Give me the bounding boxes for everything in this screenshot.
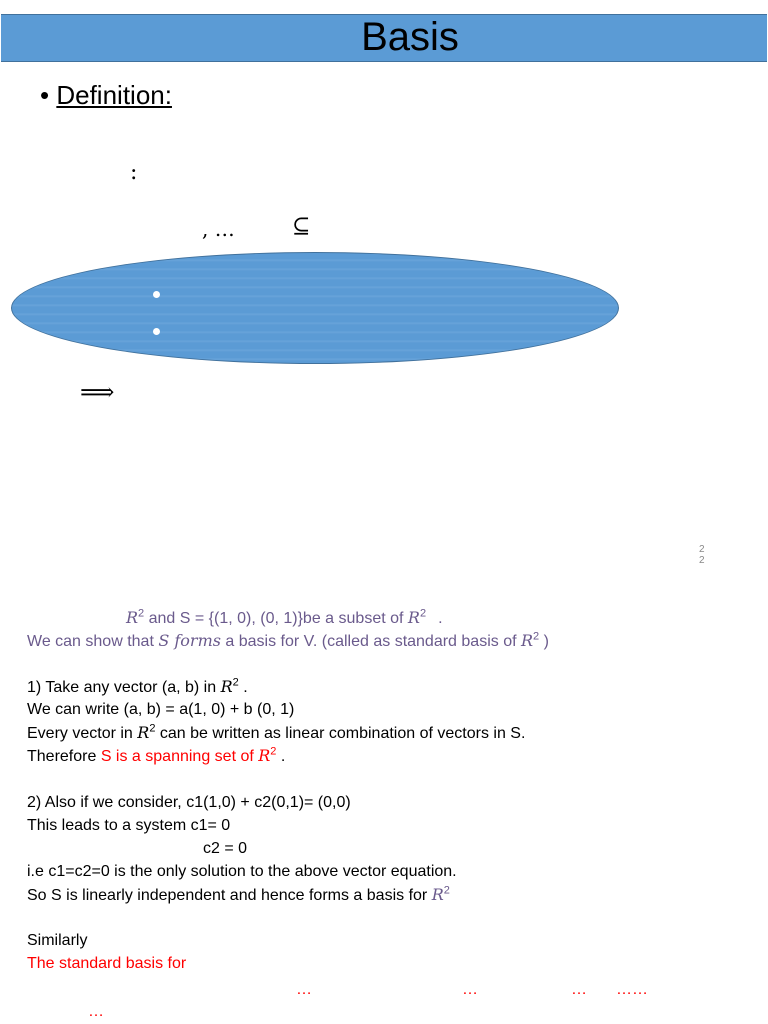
- step1-line-2: We can write (a, b) = a(1, 0) + b (0, 1): [27, 701, 295, 718]
- step1-line-1: 1) Take any vector (a, b) in $R^2$ .: [27, 676, 248, 696]
- standard-basis-label: The standard basis for: [27, 955, 187, 972]
- step2-line-5: So S is linearly independent and hence forms a basis for $R^2$: [27, 884, 450, 904]
- page-number-bottom: 2: [699, 555, 705, 566]
- bullet-dot: [153, 291, 160, 298]
- page-number-top: 2: [699, 544, 705, 555]
- slide-title: Basis: [361, 15, 459, 59]
- step1-line-3: Every vector in $R^2$ can be written as linear combination of vectors in S.: [27, 722, 526, 742]
- highlight-ellipse: [11, 252, 619, 364]
- implies-symbol: ⟹: [80, 378, 115, 406]
- comma-dots-fragment: , …: [202, 217, 235, 241]
- ellipsis-2: …: [462, 981, 478, 998]
- bullet-glyph: •: [40, 80, 50, 110]
- ellipsis-5: …: [88, 1003, 104, 1020]
- step2-line-3: c2 = 0: [203, 840, 248, 857]
- step1-line-4: Therefore S is a spanning set of $R^2$ .: [27, 745, 286, 765]
- step2-line-1: 2) Also if we consider, c1(1,0) + c2(0,1)= (0,0): [27, 794, 351, 811]
- step2-line-4: i.e c1=c2=0 is the only solution to the above vector equation.: [27, 863, 457, 880]
- ellipsis-3: …: [571, 981, 587, 998]
- ellipsis-4: ……: [616, 981, 648, 998]
- definition-label: Definition:: [56, 80, 172, 110]
- definition-heading: [40, 80, 172, 111]
- similarly-label: Similarly: [27, 932, 88, 949]
- example-line-2: We can show that S forms a basis for V. (called as standard basis of $R^2$ ): [27, 630, 549, 650]
- ellipsis-1: …: [296, 981, 312, 998]
- bullet-dot: [153, 328, 160, 335]
- step2-line-2: This leads to a system c1= 0: [27, 817, 231, 834]
- subset-symbol: ⊆: [292, 214, 311, 239]
- example-line-1: $R^2$ and S = {(1, 0), (0, 1)}be a subset of $R^2$ .: [126, 607, 443, 627]
- colon-fragment: :: [130, 160, 138, 185]
